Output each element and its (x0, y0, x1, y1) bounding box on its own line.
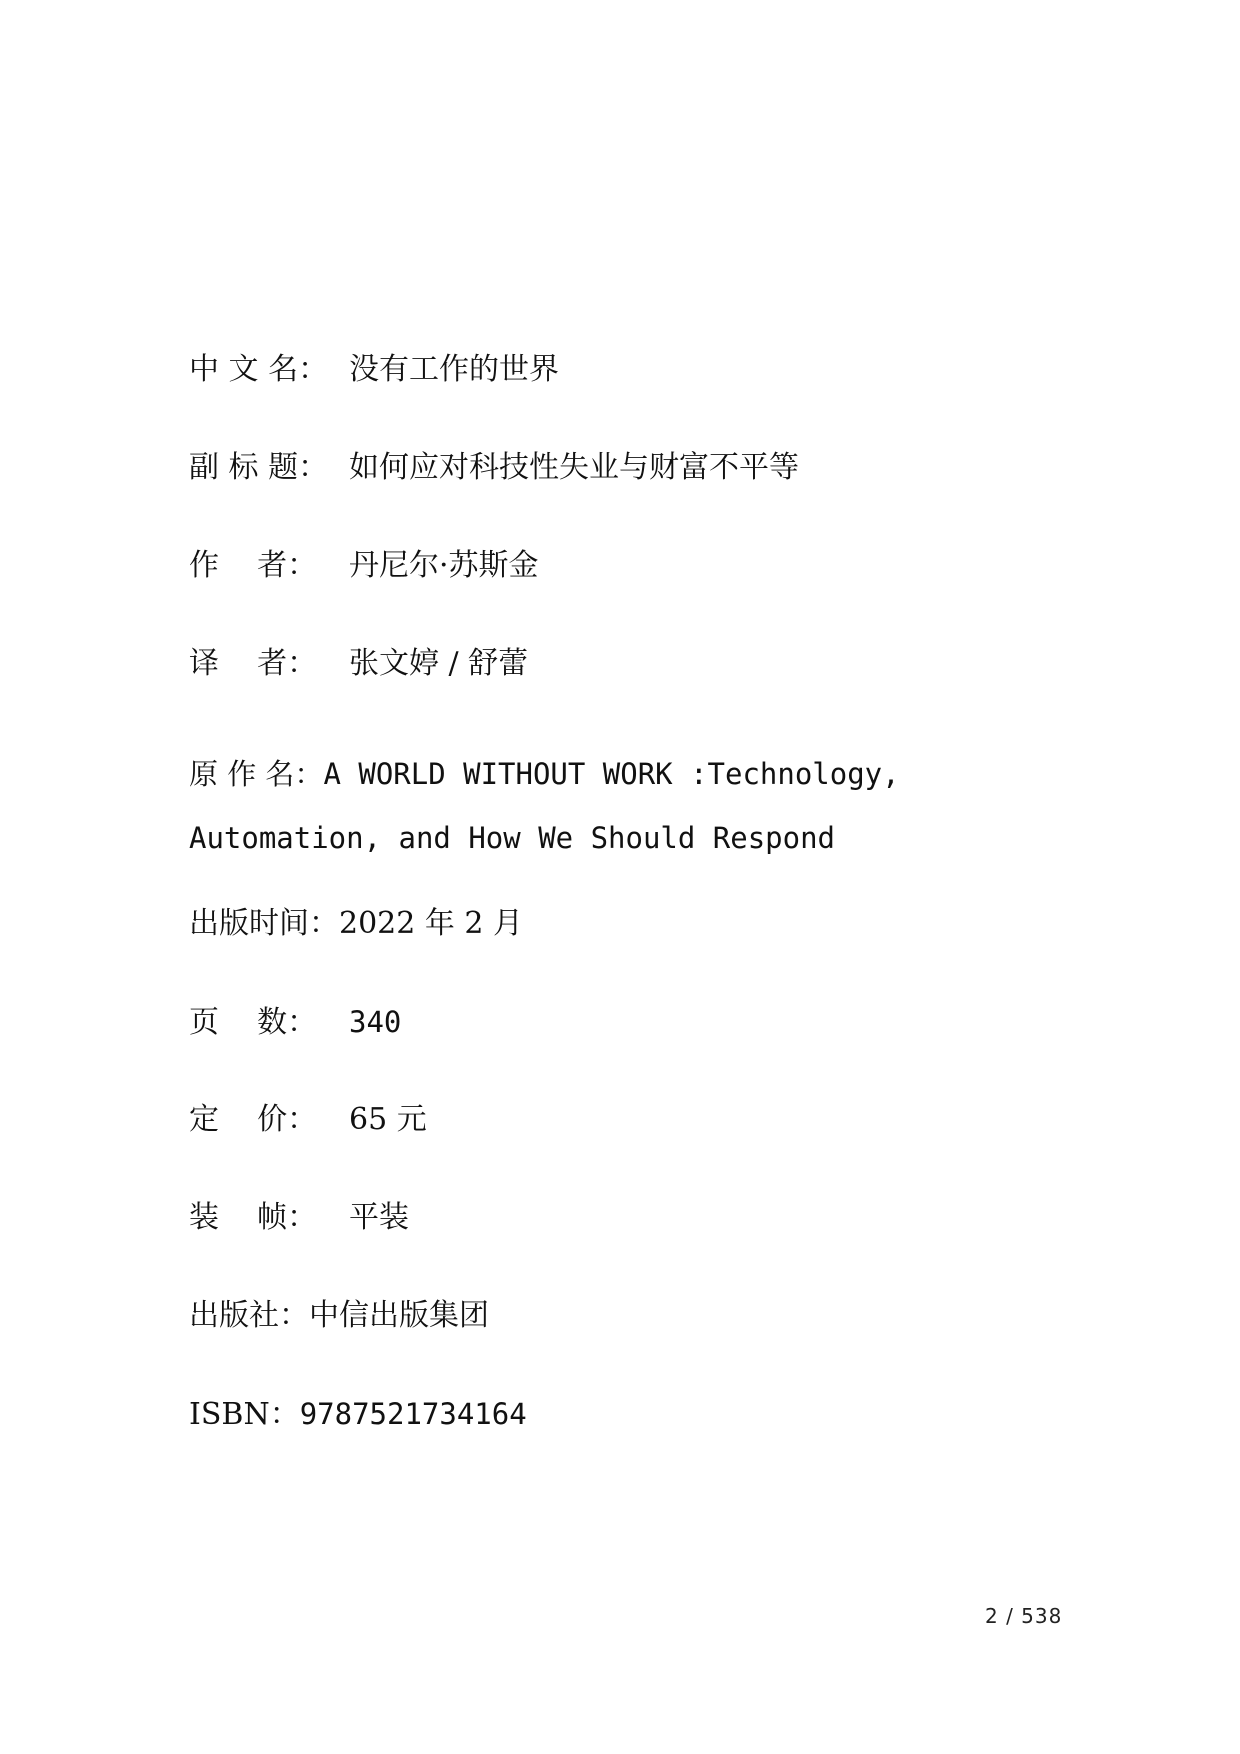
chinese-title-value: 没有工作的世界 (349, 352, 559, 387)
subtitle-label: 副 标 题： (189, 450, 329, 485)
publisher-label: 出版社： (189, 1298, 309, 1333)
subtitle-value: 如何应对科技性失业与财富不平等 (349, 450, 799, 485)
original-title-block (189, 742, 1089, 870)
original-title-row (189, 742, 1089, 904)
pub-date-value: 2022 年 2 月 (339, 906, 524, 941)
pages-value: 340 (349, 1005, 402, 1039)
price-value: 65 元 (349, 1102, 427, 1137)
author-value: 丹尼尔·苏斯金 (349, 548, 539, 583)
binding-label: 装 帧： (189, 1200, 318, 1235)
translator-row (189, 644, 1089, 742)
isbn-label: ISBN： (189, 1397, 300, 1432)
book-metadata (189, 350, 1089, 1492)
page-number: 2 / 538 (985, 1604, 1063, 1628)
original-title-label: 原 作 名： (189, 757, 324, 791)
author-row (189, 546, 1089, 644)
translator-label: 译 者： (189, 646, 318, 681)
pub-date-label: 出版时间： (189, 906, 339, 941)
publisher-row (189, 1296, 1089, 1394)
pages-label: 页 数： (189, 1005, 318, 1040)
price-label: 定 价： (189, 1102, 318, 1137)
translator-value: 张文婷 / 舒蕾 (349, 646, 529, 681)
original-title-value: A WORLD WITHOUT WORK :Technology, Automation, and How We Should Respond (189, 757, 900, 855)
chinese-title-row (189, 350, 1089, 448)
chinese-title-label: 中 文 名： (189, 352, 329, 387)
subtitle-row (189, 448, 1089, 546)
isbn-row (189, 1394, 1089, 1492)
isbn-value: 9787521734164 (299, 1397, 527, 1431)
price-row (189, 1100, 1089, 1198)
pages-row (189, 1002, 1089, 1100)
binding-value: 平装 (349, 1200, 409, 1235)
binding-row (189, 1198, 1089, 1296)
pub-date-row (189, 904, 1089, 1002)
publisher-value: 中信出版集团 (309, 1298, 489, 1333)
author-label: 作 者： (189, 548, 318, 583)
